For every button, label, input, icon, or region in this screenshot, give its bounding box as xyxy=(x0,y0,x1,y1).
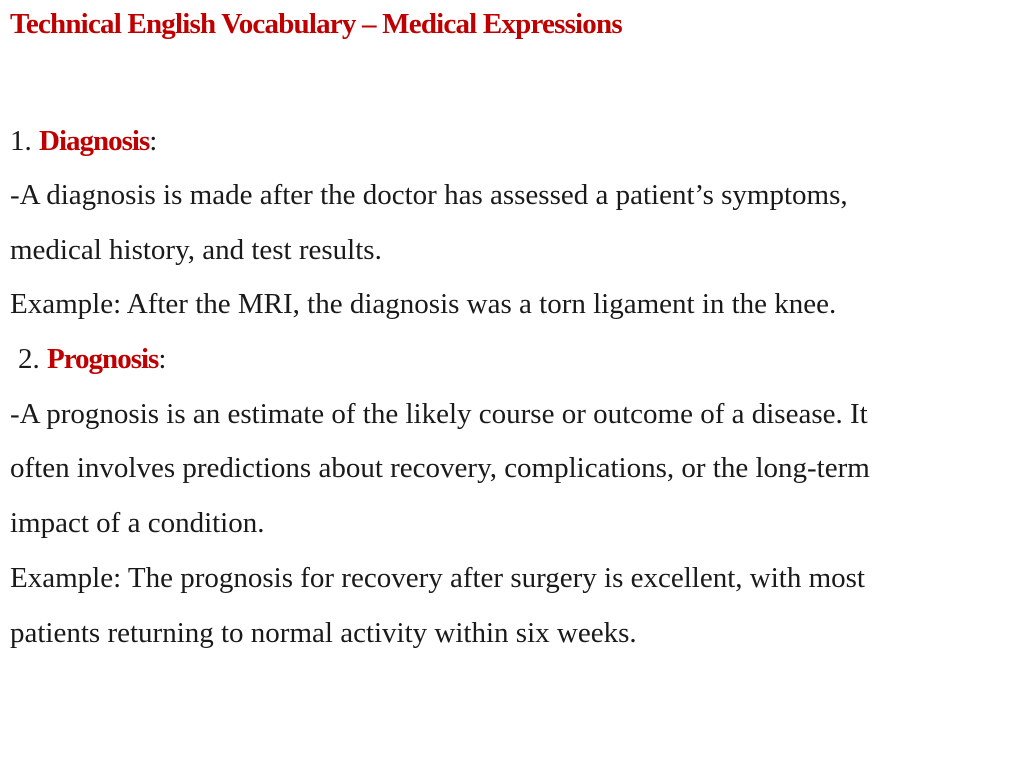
term-prognosis: Prognosis xyxy=(47,343,159,375)
example-line: Example: The prognosis for recovery after surgery is excellent, with most xyxy=(10,562,865,594)
section-heading-prognosis xyxy=(18,342,166,376)
definition-line: impact of a condition. xyxy=(10,507,265,539)
definition-line: -A prognosis is an estimate of the likely course or outcome of a disease. It xyxy=(10,398,868,430)
example-line: Example: After the MRI, the diagnosis was a torn ligament in the knee. xyxy=(10,288,837,320)
definition-line: often involves predictions about recovery, complications, or the long-term xyxy=(10,452,870,484)
term-colon: : xyxy=(149,125,158,157)
example-line: patients returning to normal activity within six weeks. xyxy=(10,617,637,649)
section-number: 1. xyxy=(10,125,32,157)
slide-title: Technical English Vocabulary – Medical Expressions xyxy=(10,8,622,40)
definition-line: medical history, and test results. xyxy=(10,234,382,266)
section-heading-diagnosis xyxy=(10,124,157,158)
section-number: 2. xyxy=(18,343,40,375)
term-diagnosis: Diagnosis xyxy=(39,125,150,157)
term-colon: : xyxy=(158,343,167,375)
definition-line: -A diagnosis is made after the doctor has assessed a patient’s symptoms, xyxy=(10,179,848,211)
